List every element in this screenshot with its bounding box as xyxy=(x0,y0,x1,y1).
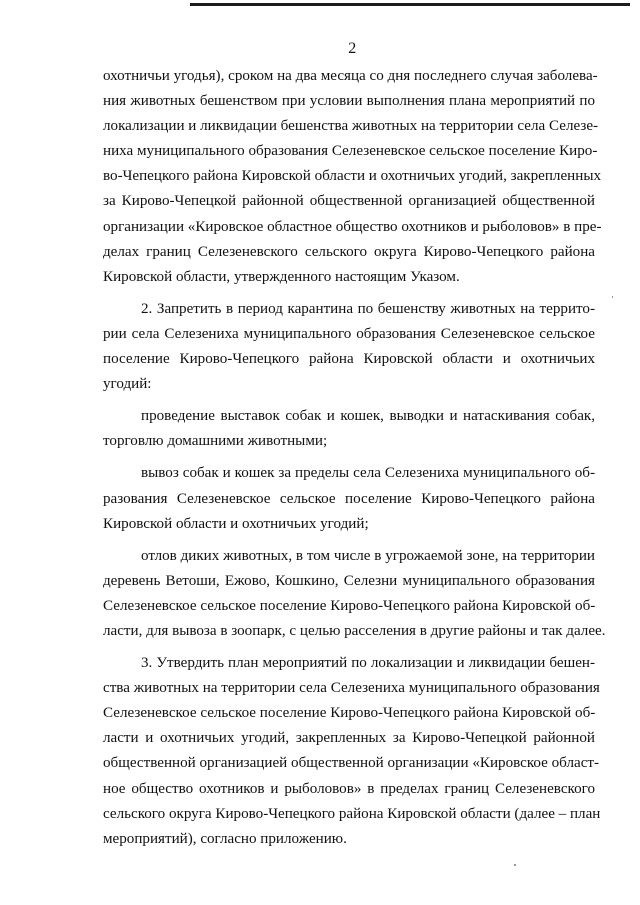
text-line: ния животных бешенством при условии выполнения плана мероприятий по xyxy=(103,93,595,110)
paragraph-exhibitions xyxy=(103,404,595,454)
text-line: отлов диких животных, в том числе в угрожаемой зоне, на территории xyxy=(141,547,595,564)
text-line: во-Чепецкого района Кировской области и охотничьих угодий, закрепленных xyxy=(103,168,602,185)
text-line: мероприятий), согласно приложению. xyxy=(103,830,347,847)
text-line: ниха муниципального образования Селезеневское сельское поселение Киро- xyxy=(103,143,598,160)
paragraph-item-2 xyxy=(103,297,595,397)
text-line: ства животных на территории села Селезениха муниципального образования xyxy=(103,680,600,697)
text-line: проведение выставок собак и кошек, выводки и натаскивания собак, xyxy=(141,408,595,425)
text-line: организации «Кировское областное общество охотников и рыболовов» в пре- xyxy=(103,218,602,235)
scan-speck xyxy=(514,864,516,866)
scan-edge-line xyxy=(190,3,630,6)
document-body xyxy=(103,64,606,852)
text-line: вывоз собак и кошек за пределы села Селезениха муниципального об- xyxy=(141,465,595,482)
text-line: 3. Утвердить план мероприятий по локализации и ликвидации бешен- xyxy=(141,655,595,672)
paragraph-export xyxy=(103,461,595,536)
text-line: Кировской области, утвержденного настоящим Указом. xyxy=(103,268,460,285)
text-line: локализации и ликвидации бешенства животных на территории села Селезе- xyxy=(103,118,599,135)
text-line: рии села Селезениха муниципального образования Селезеневское сельское xyxy=(103,325,595,342)
text-line: деревень Ветоши, Ежово, Кошкино, Селезни муниципального образования xyxy=(103,572,595,589)
text-line: 2. Запретить в период карантина по бешенству животных на террито- xyxy=(141,300,595,317)
text-line: сельского округа Кирово-Чепецкого района Кировской области (далее – план xyxy=(103,805,601,822)
text-line: ласти, для вывоза в зоопарк, с целью расселения в другие районы и так далее. xyxy=(103,622,606,639)
text-line: торговлю домашними животными; xyxy=(103,433,328,450)
page-number: 2 xyxy=(348,40,357,57)
text-line: разования Селезеневское сельское поселение Кирово-Чепецкого района xyxy=(103,490,595,507)
paragraph-capture xyxy=(103,544,606,644)
text-line: ное общество охотников и рыболовов» в пределах границ Селезеневского xyxy=(103,780,595,797)
paragraph-continuation xyxy=(103,64,602,290)
text-line: за Кирово-Чепецкой районной общественной организацией общественной xyxy=(103,193,595,210)
text-line: Кировской области и охотничьих угодий; xyxy=(103,515,369,532)
text-line: охотничьи угодья), сроком на два месяца со дня последнего случая заболева- xyxy=(103,68,598,84)
paragraph-item-3 xyxy=(103,651,601,852)
text-line: угодий: xyxy=(103,376,152,393)
text-line: Селезеневское сельское поселение Кирово-Чепецкого района Кировской об- xyxy=(103,597,596,614)
text-line: поселение Кирово-Чепецкого района Кировской области и охотничьих xyxy=(103,351,595,368)
text-line: общественной организацией общественной организации «Кировское област- xyxy=(103,755,600,772)
text-line: делах границ Селезеневского сельского округа Кирово-Чепецкого района xyxy=(103,243,595,260)
scan-speck xyxy=(612,296,613,298)
text-line: ласти и охотничьих угодий, закрепленных за Кирово-Чепецкой районной xyxy=(103,730,595,747)
text-line: Селезеневское сельское поселение Кирово-Чепецкого района Кировской об- xyxy=(103,705,596,722)
